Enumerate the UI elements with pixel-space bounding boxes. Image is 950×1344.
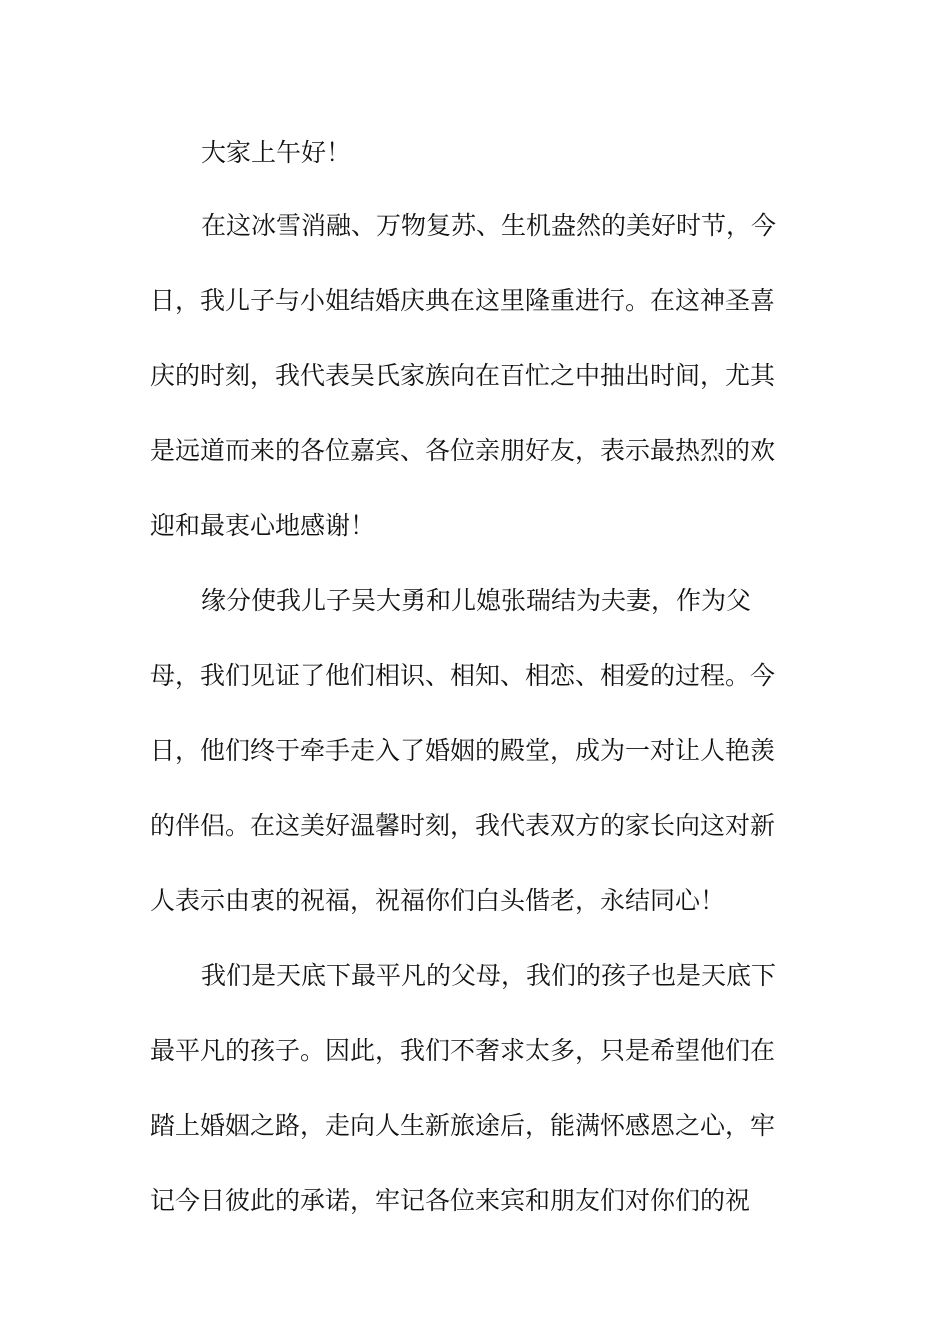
paragraph-3-line-2: 最平凡的孩子。因此，我们不奢求太多，只是希望他们在 xyxy=(150,1036,776,1065)
paragraph-3-line-3: 踏上婚姻之路，走向人生新旅途后，能满怀感恩之心，牢 xyxy=(150,1111,776,1140)
paragraph-2-line-1: 缘分使我儿子吴大勇和儿媳张瑞结为夫妻，作为父 xyxy=(201,586,752,615)
paragraph-1-line-2: 日，我儿子与小姐结婚庆典在这里隆重进行。在这神圣喜 xyxy=(150,286,776,315)
paragraph-3-line-4: 记今日彼此的承诺，牢记各位来宾和朋友们对你们的祝 xyxy=(150,1186,751,1215)
paragraph-3-line-1: 我们是天底下最平凡的父母，我们的孩子也是天底下 xyxy=(201,961,777,990)
paragraph-1-line-4: 是远道而来的各位嘉宾、各位亲朋好友，表示最热烈的欢 xyxy=(150,436,776,465)
paragraph-2-line-3: 日，他们终于牵手走入了婚姻的殿堂，成为一对让人艳羡 xyxy=(150,736,776,765)
greeting-line: 大家上午好！ xyxy=(201,138,352,167)
paragraph-1-line-3: 庆的时刻，我代表吴氏家族向在百忙之中抽出时间，尤其 xyxy=(150,361,776,390)
paragraph-1-line-5: 迎和最衷心地感谢！ xyxy=(150,511,376,540)
paragraph-2-line-2: 母，我们见证了他们相识、相知、相恋、相爱的过程。今 xyxy=(150,661,776,690)
paragraph-2-line-4: 的伴侣。在这美好温馨时刻，我代表双方的家长向这对新 xyxy=(150,811,776,840)
paragraph-1-line-1: 在这冰雪消融、万物复苏、生机盎然的美好时节，今 xyxy=(201,211,777,240)
paragraph-2-line-5: 人表示由衷的祝福，祝福你们白头偕老，永结同心！ xyxy=(150,886,726,915)
